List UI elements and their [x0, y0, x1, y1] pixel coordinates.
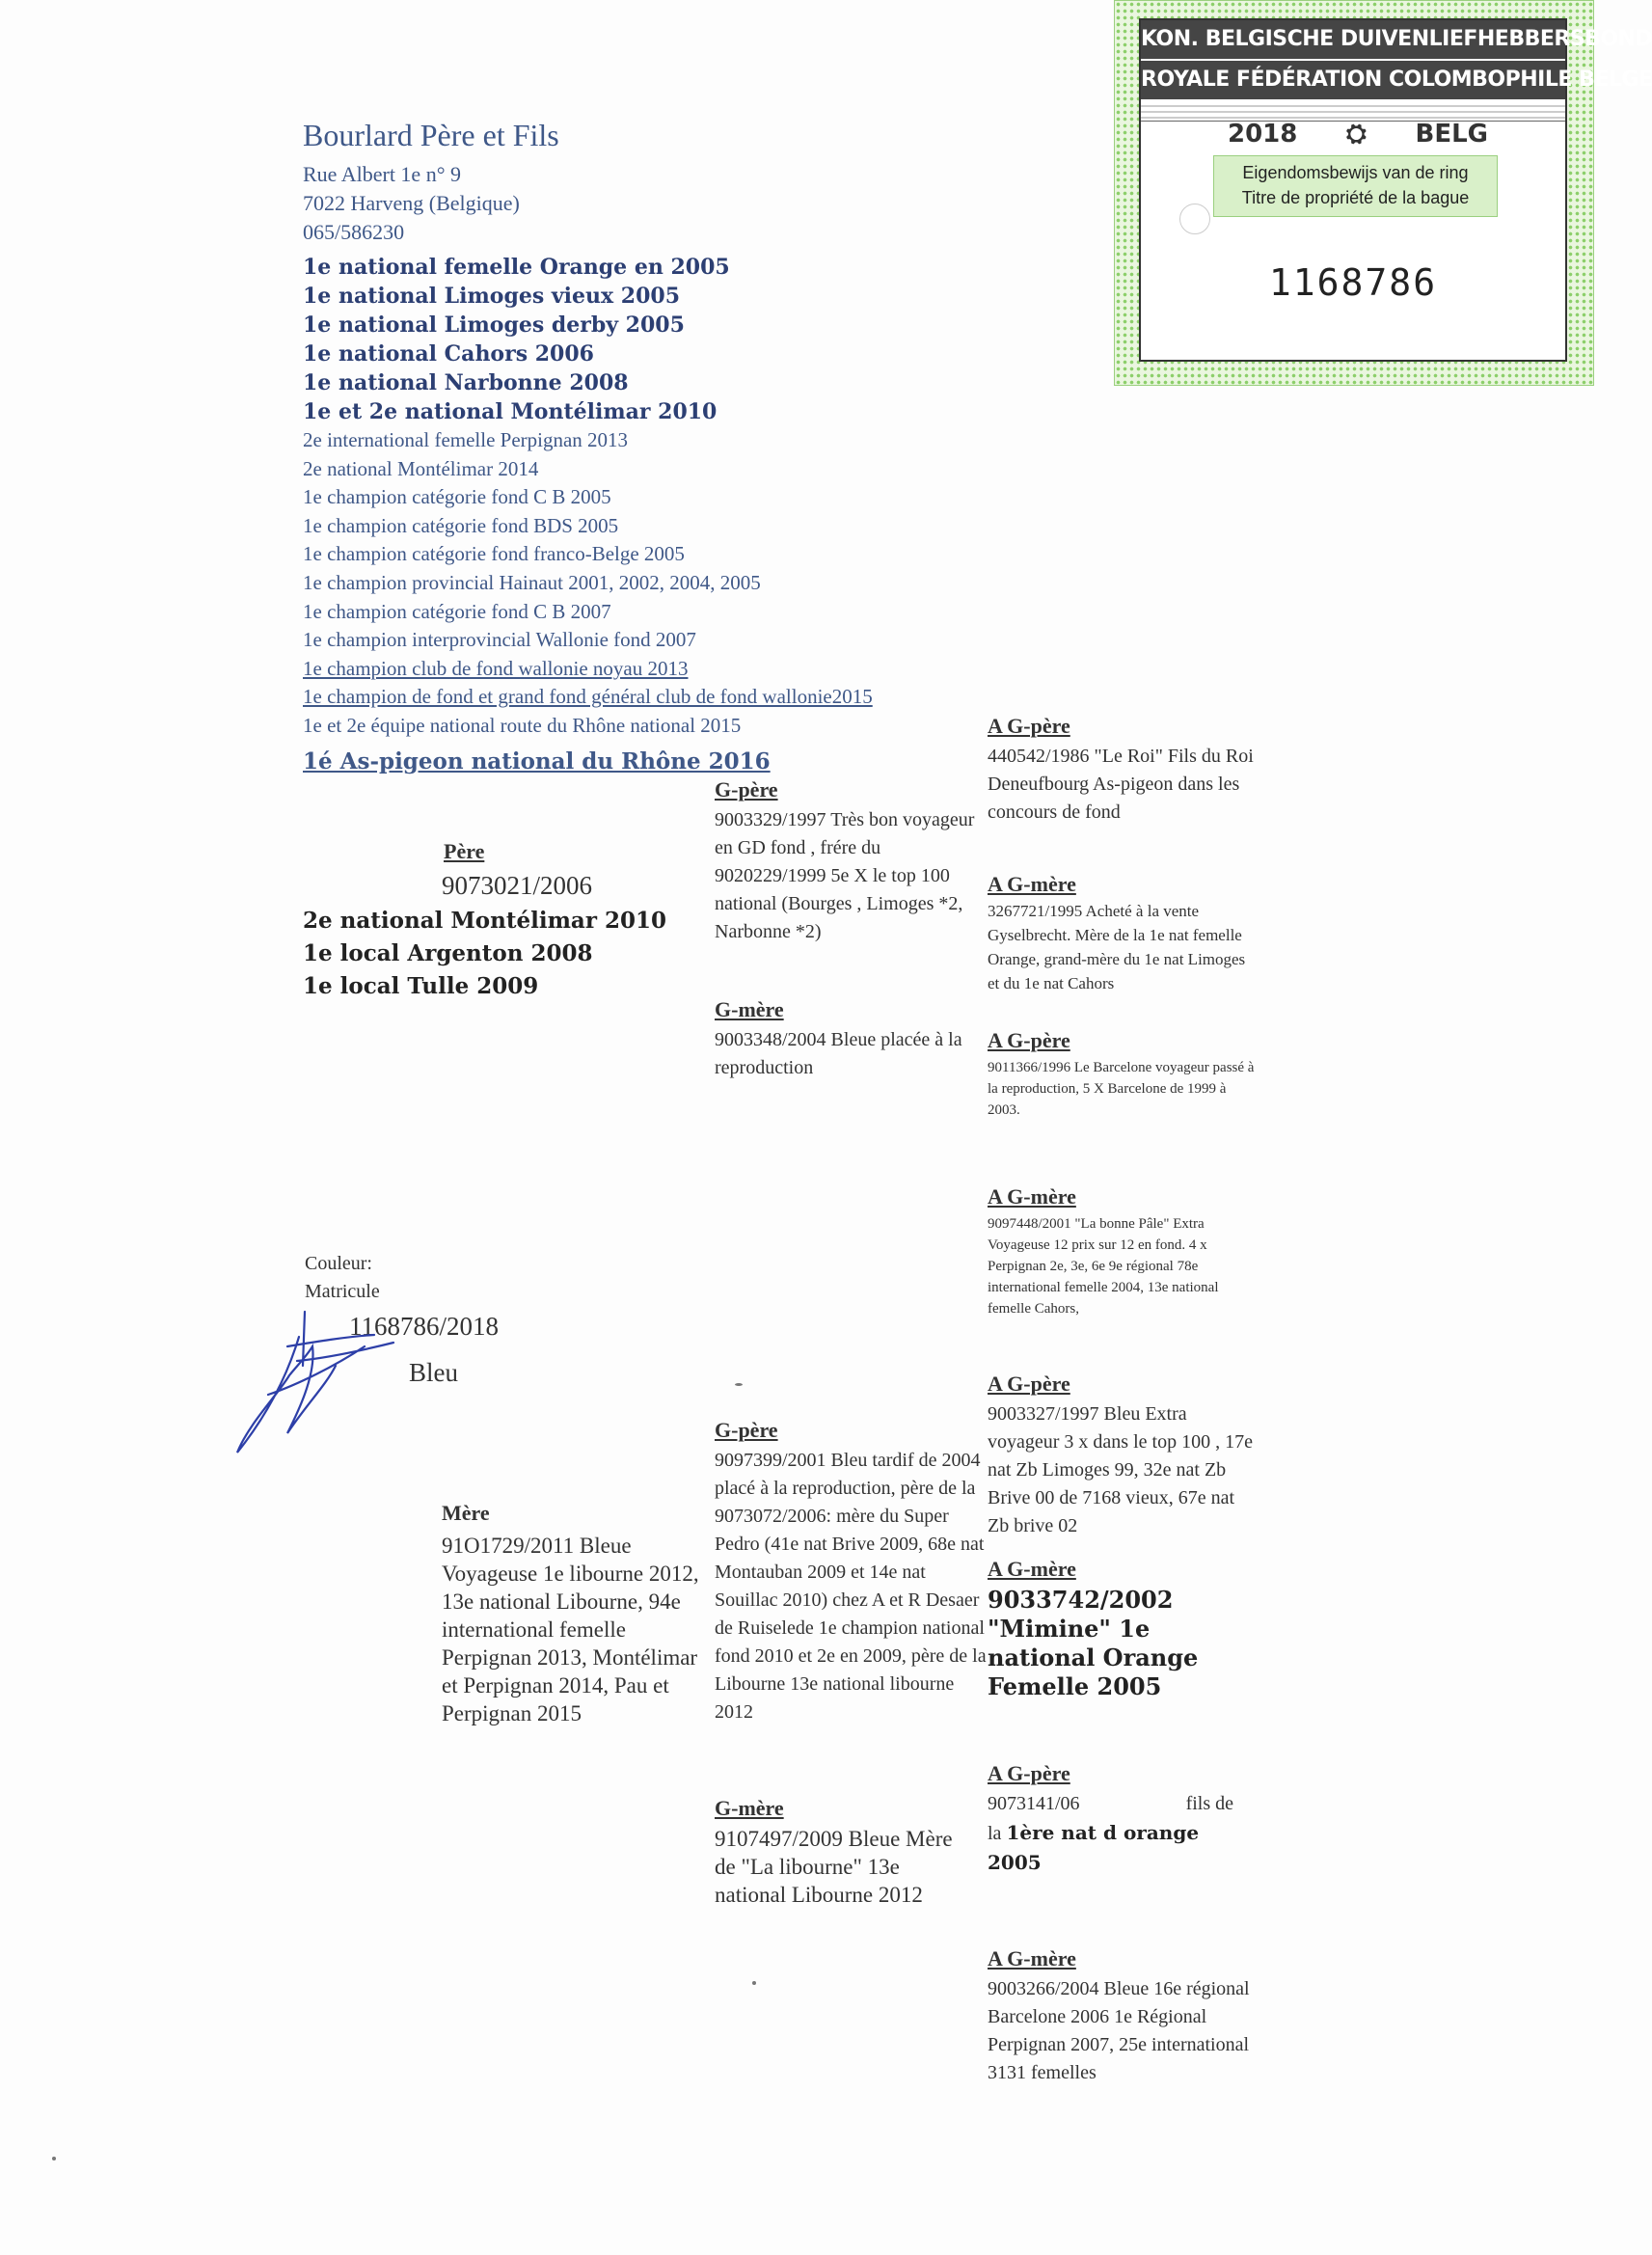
father-results	[303, 905, 666, 1003]
breeder-name: Bourlard Père et Fils	[303, 118, 559, 152]
matricule-label: Matricule	[305, 1281, 380, 1302]
a8-text: 9003266/2004 Bleue 16e régional Barcelone 2006 1e Régional Perpignan 2007, 25e international 3131 femelles	[988, 1978, 1250, 2083]
ring-country: BELG	[1415, 120, 1488, 149]
scan-speck	[752, 1981, 756, 1985]
title-bold-item: 1e national Limoges derby 2005	[303, 312, 685, 338]
a7-ring: 9073141/06	[988, 1793, 1080, 1814]
titles-list	[303, 253, 978, 741]
a1-label: A G-père	[988, 714, 1070, 738]
title-item: 1e champion catégorie fond C B 2007	[303, 599, 611, 623]
a7-text-block	[988, 1790, 1258, 1878]
punch-hole	[1179, 204, 1210, 234]
gm-paternal-label: G-mère	[715, 997, 784, 1021]
mother-text: 91O1729/2011 Bleue Voyageuse 1e libourne 2012, 13e national Libourne, 94e international femelle Perpignan 2013, Montélimar et Perpignan 2014, Pau et Perpignan 2015	[442, 1534, 699, 1725]
title-bold-item: 1e et 2e national Montélimar 2010	[303, 399, 718, 424]
a6-text: 9033742/2002 "Mimine" 1e national Orange Femelle 2005	[988, 1586, 1199, 1700]
a1-text: 440542/1986 "Le Roi" Fils du Roi Deneufbourg As-pigeon dans les concours de fond	[988, 746, 1254, 823]
ring-card-inner	[1139, 18, 1652, 362]
title-item: 1e champion club de fond wallonie noyau 2013	[303, 656, 689, 680]
father-result: 1e local Argenton 2008	[303, 940, 593, 966]
father-result: 1e local Tulle 2009	[303, 973, 539, 999]
a3-text: 9011366/1996 Le Barcelone voyageur passé à la reproduction, 5 X Barcelone de 1999 à 2003.	[988, 1060, 1255, 1118]
a2-label: A G-mère	[988, 872, 1076, 896]
scan-speck	[735, 1383, 743, 1386]
a5-text: 9003327/1997 Bleu Extra voyageur 3 x dans le top 100 , 17e nat Zb Limoges 99, 32e nat Zb Brive 00 de 7168 vieux, 67e nat Zb brive 02	[988, 1403, 1253, 1536]
title-item: 1e champion catégorie fond BDS 2005	[303, 513, 619, 537]
gm-maternal-text: 9107497/2009 Bleue Mère de "La libourne" 13e national Libourne 2012	[715, 1827, 953, 1907]
title-bold-item: 1e national femelle Orange en 2005	[303, 255, 730, 280]
title-bold-item: 1e national Cahors 2006	[303, 341, 594, 367]
a4-label: A G-mère	[988, 1184, 1076, 1209]
federation-name-nl: KON. BELGISCHE DUIVENLIEFHEBBERSBOND	[1141, 20, 1565, 61]
ring-number: 1168786	[1268, 261, 1438, 304]
signature	[230, 1308, 422, 1472]
ring-caption-fr: Titre de propriété de la bague	[1241, 188, 1470, 207]
a6-label: A G-mère	[988, 1557, 1076, 1581]
bird-color-value: Bleu	[409, 1358, 458, 1387]
color-label: Couleur:	[305, 1253, 372, 1274]
title-item: 1e champion interprovincial Wallonie fond 2007	[303, 628, 696, 652]
father-result: 2e national Montélimar 2010	[303, 908, 666, 934]
title-item: 1e et 2e équipe national route du Rhône national 2015	[303, 713, 742, 737]
ring-ownership-card	[1114, 0, 1652, 386]
federation-name-fr: ROYALE FÉDÉRATION COLOMBOPHILE BELGE	[1141, 61, 1565, 101]
gf-paternal-text: 9003329/1997 Très bon voyageur en GD fond , frére du 9020229/1999 5e X le top 100 national (Bourges , Limoges *2, Narbonne *2)	[715, 809, 975, 942]
title-item: 1e champion de fond et grand fond général club de fond wallonie2015	[303, 685, 873, 709]
mother-label: Mère	[442, 1501, 490, 1525]
title-bold-item: 1e national Limoges vieux 2005	[303, 284, 681, 309]
federation-logo-icon: ⛭	[1346, 119, 1367, 149]
title-item: 1e champion provincial Hainaut 2001, 2002, 2004, 2005	[303, 570, 761, 594]
breeder-street: Rue Albert 1e n° 9	[303, 162, 461, 186]
title-item: 1e champion catégorie fond franco-Belge 2005	[303, 542, 685, 566]
title-item: 1e champion catégorie fond C B 2005	[303, 485, 611, 509]
title-final: 1é As-pigeon national du Rhône 2016	[303, 748, 771, 774]
a4-text: 9097448/2001 "La bonne Pâle" Extra Voyageuse 12 prix sur 12 en fond. 4 x Perpignan 2e, 3e, 6e 9e régional 78e international femelle 2004, 13e national femelle Cahors,	[988, 1216, 1219, 1317]
father-ring: 9073021/2006	[442, 871, 593, 900]
title-item: 2e international femelle Perpignan 2013	[303, 428, 629, 451]
breeder-city: 7022 Harveng (Belgique)	[303, 191, 520, 215]
gm-maternal-label: G-mère	[715, 1796, 784, 1820]
gm-paternal-text: 9003348/2004 Bleue placée à la reproduction	[715, 1029, 962, 1078]
a3-label: A G-père	[988, 1028, 1070, 1052]
breeder-phone: 065/586230	[303, 220, 405, 244]
title-bold-item: 1e national Narbonne 2008	[303, 370, 629, 395]
gf-maternal-text: 9097399/2001 Bleu tardif de 2004 placé à la reproduction, père de la 9073072/2006: mère du Super Pedro (41e nat Brive 2009, 68e nat Montauban 2009 et 14e nat Souillac 2010) chez A et R Desaer de Ruiselede 1e champion national fond 2010 et 2e en 2009, père de la Libourne 13e national libourne 2012	[715, 1450, 987, 1723]
gf-paternal-label: G-père	[715, 777, 778, 801]
a5-label: A G-père	[988, 1372, 1070, 1396]
ring-year: 2018	[1228, 120, 1298, 149]
title-item: 2e national Montélimar 2014	[303, 456, 539, 480]
a7-the: la	[988, 1823, 1002, 1844]
a2-text: 3267721/1995 Acheté à la vente Gyselbrecht. Mère de la 1e nat femelle Orange, grand-mère du 1e nat Limoges et du 1e nat Cahors	[988, 902, 1246, 992]
ring-caption	[1213, 155, 1498, 217]
a8-label: A G-mère	[988, 1946, 1076, 1970]
scan-speck	[52, 2157, 56, 2160]
gf-maternal-label: G-père	[715, 1418, 778, 1442]
matricule-value: 1168786/2018	[349, 1312, 499, 1341]
a7-title: 1ère nat d orange 2005	[988, 1821, 1200, 1874]
father-label: Père	[444, 839, 485, 863]
ring-year-row	[1228, 117, 1488, 151]
a7-label: A G-père	[988, 1761, 1070, 1785]
ring-caption-nl: Eigendomsbewijs van de ring	[1242, 163, 1469, 182]
a7-son-of: fils de	[1185, 1793, 1233, 1814]
